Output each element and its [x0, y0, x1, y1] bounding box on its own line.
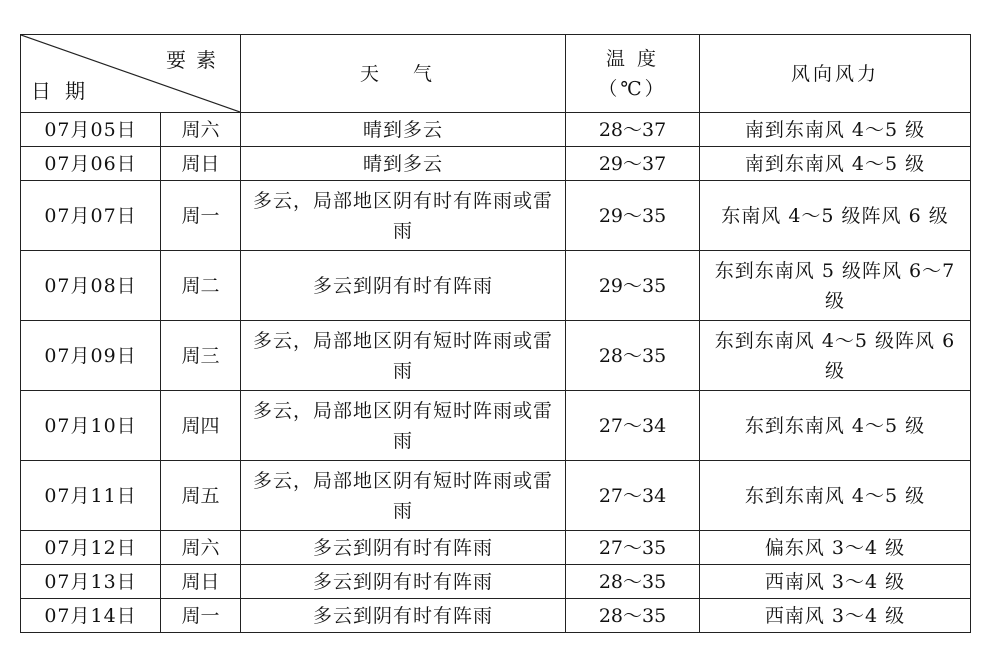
table-row	[21, 113, 971, 147]
weekday-cell: 周五	[161, 461, 241, 531]
weather-cell: 多云，局部地区阴有短时阵雨或雷雨	[241, 321, 566, 391]
date-cell: 07月06日	[21, 147, 161, 181]
weather-cell: 晴到多云	[241, 113, 566, 147]
weather-cell: 晴到多云	[241, 147, 566, 181]
wind-cell: 西南风 3～4 级	[700, 599, 971, 633]
weather-cell: 多云，局部地区阴有时有阵雨或雷雨	[241, 181, 566, 251]
temperature-cell: 28～35	[566, 599, 700, 633]
date-cell: 07月09日	[21, 321, 161, 391]
weekday-cell: 周日	[161, 147, 241, 181]
date-cell: 07月14日	[21, 599, 161, 633]
wind-cell: 东到东南风 5 级阵风 6～7 级	[700, 251, 971, 321]
wind-cell: 南到东南风 4～5 级	[700, 147, 971, 181]
weekday-cell: 周日	[161, 565, 241, 599]
header-elements-label: 要素	[166, 48, 226, 72]
weather-cell: 多云到阴有时有阵雨	[241, 599, 566, 633]
table-row	[21, 321, 971, 391]
temperature-cell: 27～35	[566, 531, 700, 565]
wind-cell: 偏东风 3～4 级	[700, 531, 971, 565]
table-row	[21, 181, 971, 251]
header-wind: 风向风力	[700, 35, 971, 113]
table-row	[21, 565, 971, 599]
temperature-cell: 28～37	[566, 113, 700, 147]
table-row	[21, 391, 971, 461]
weather-cell: 多云，局部地区阴有短时阵雨或雷雨	[241, 391, 566, 461]
table-row	[21, 531, 971, 565]
wind-cell: 东到东南风 4～5 级阵风 6 级	[700, 321, 971, 391]
temperature-cell: 29～35	[566, 181, 700, 251]
wind-cell: 西南风 3～4 级	[700, 565, 971, 599]
date-cell: 07月07日	[21, 181, 161, 251]
header-temperature	[566, 35, 700, 113]
weekday-cell: 周六	[161, 113, 241, 147]
weekday-cell: 周四	[161, 391, 241, 461]
temperature-cell: 29～35	[566, 251, 700, 321]
header-temp-line2: （℃）	[598, 77, 667, 100]
header-date-label: 日期	[31, 79, 99, 103]
header-weather-label: 天 气	[359, 62, 447, 85]
header-temp-line1: 温 度	[605, 47, 660, 70]
header-weather	[241, 35, 566, 113]
weather-cell: 多云，局部地区阴有短时阵雨或雷雨	[241, 461, 566, 531]
temperature-cell: 28～35	[566, 321, 700, 391]
weekday-cell: 周六	[161, 531, 241, 565]
weather-forecast-table	[20, 34, 971, 633]
table-row	[21, 251, 971, 321]
temperature-cell: 27～34	[566, 461, 700, 531]
temperature-cell: 28～35	[566, 565, 700, 599]
weekday-cell: 周一	[161, 599, 241, 633]
table-row	[21, 461, 971, 531]
wind-cell: 南到东南风 4～5 级	[700, 113, 971, 147]
wind-cell: 东南风 4～5 级阵风 6 级	[700, 181, 971, 251]
date-cell: 07月08日	[21, 251, 161, 321]
temperature-cell: 27～34	[566, 391, 700, 461]
date-cell: 07月12日	[21, 531, 161, 565]
temperature-cell: 29～37	[566, 147, 700, 181]
weekday-cell: 周三	[161, 321, 241, 391]
table-row	[21, 599, 971, 633]
diagonal-header-cell	[21, 35, 241, 113]
weather-cell: 多云到阴有时有阵雨	[241, 565, 566, 599]
table-row	[21, 147, 971, 181]
weather-cell: 多云到阴有时有阵雨	[241, 531, 566, 565]
table-header-row	[21, 35, 971, 113]
wind-cell: 东到东南风 4～5 级	[700, 461, 971, 531]
date-cell: 07月10日	[21, 391, 161, 461]
weekday-cell: 周二	[161, 251, 241, 321]
weather-cell: 多云到阴有时有阵雨	[241, 251, 566, 321]
wind-cell: 东到东南风 4～5 级	[700, 391, 971, 461]
weekday-cell: 周一	[161, 181, 241, 251]
date-cell: 07月11日	[21, 461, 161, 531]
date-cell: 07月13日	[21, 565, 161, 599]
date-cell: 07月05日	[21, 113, 161, 147]
